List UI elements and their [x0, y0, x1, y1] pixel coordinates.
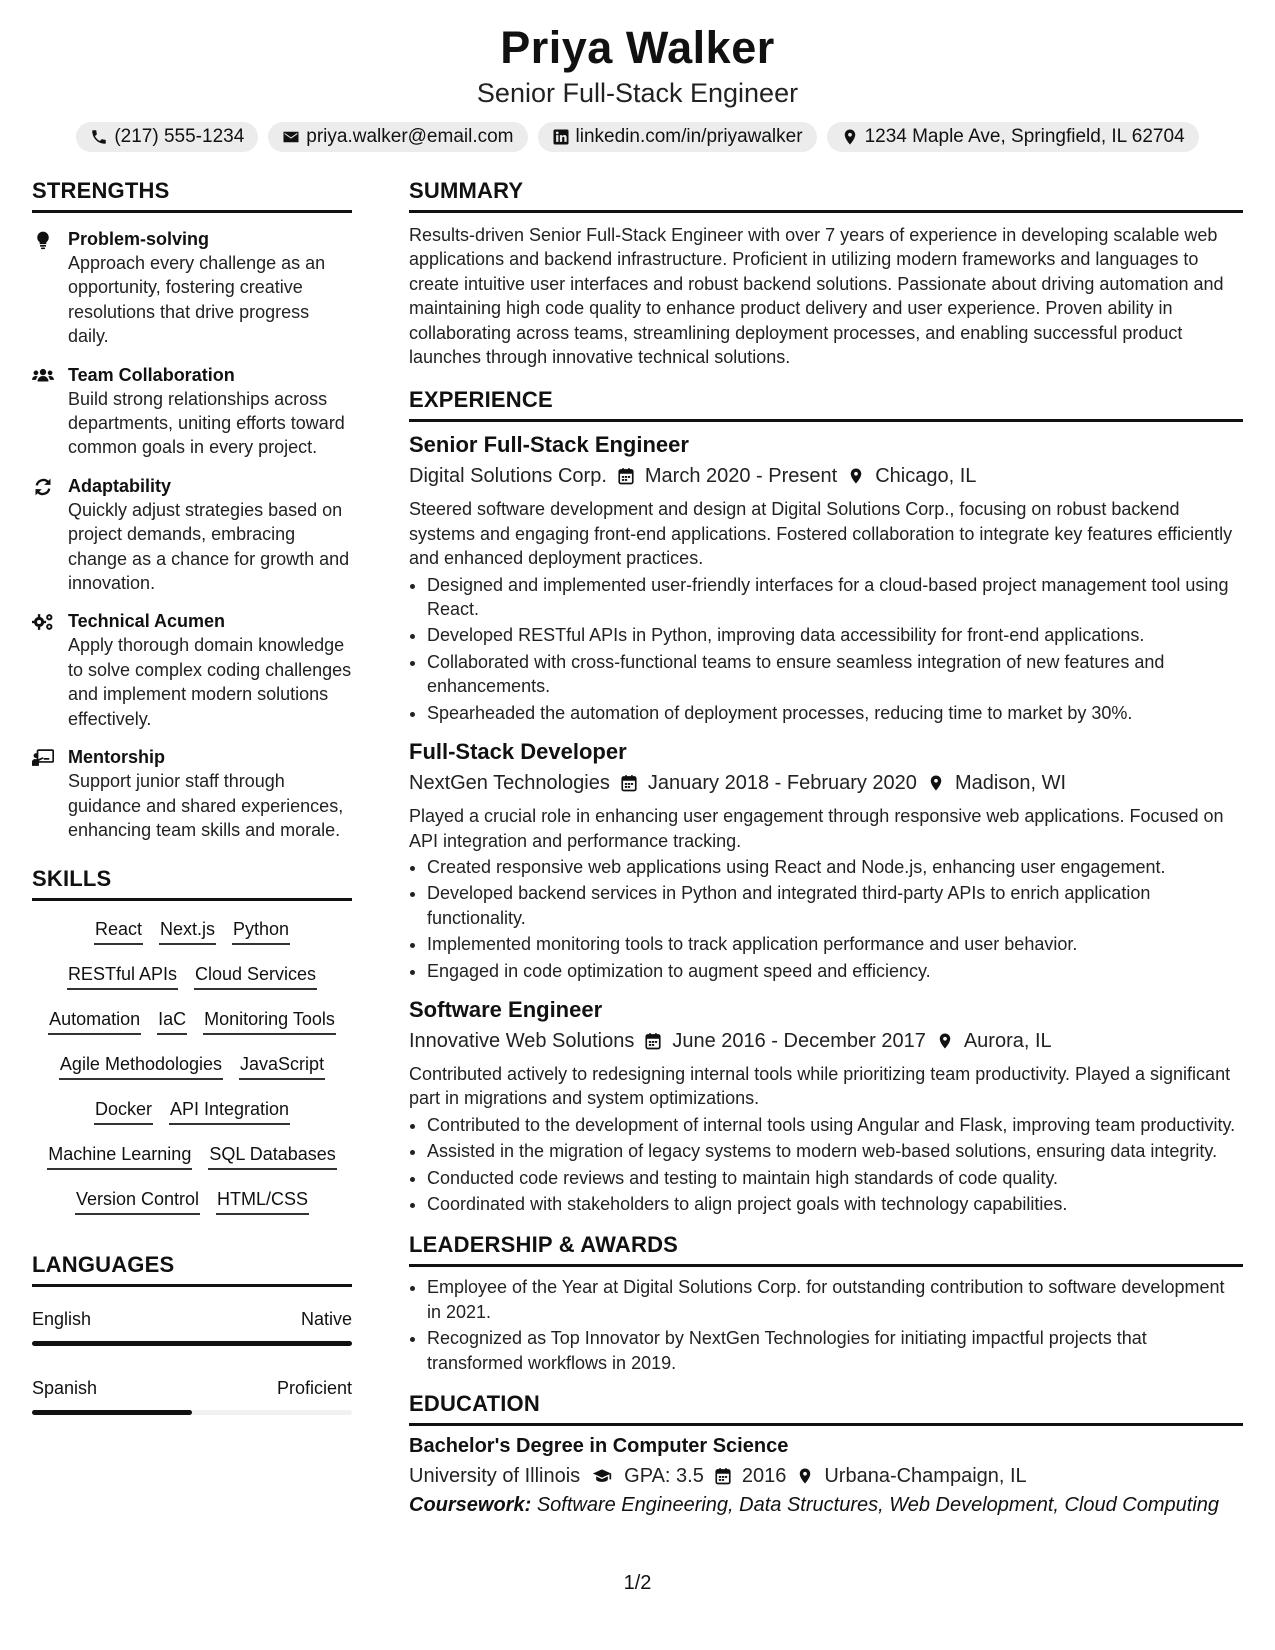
- job-bullet: • Engaged in code optimization to augment speed and efficiency.: [427, 959, 1243, 983]
- contact-bar: [0, 122, 1275, 152]
- contact-address-text: 1234 Maple Ave, Springfield, IL 62704: [864, 126, 1185, 147]
- strength-item: [32, 363, 352, 460]
- award-item: • Employee of the Year at Digital Solutions Corp. for outstanding contribution to software development in 2021.: [427, 1275, 1243, 1324]
- job-bullet: • Spearheaded the automation of deployment processes, reducing time to market by 30%.: [427, 701, 1243, 725]
- skill-tag: Docker: [94, 1095, 153, 1125]
- skill-tag: Cloud Services: [194, 960, 317, 990]
- language-level: Proficient: [276, 1378, 352, 1399]
- strength-title: Technical Acumen: [68, 611, 226, 632]
- education-gpa: GPA: 3.5: [624, 1465, 704, 1487]
- job-bullets: [409, 855, 1243, 983]
- contact-phone-text: (217) 555-1234: [114, 126, 245, 147]
- candidate-name: Priya Walker: [500, 22, 775, 73]
- skill-tag: HTML/CSS: [216, 1185, 309, 1215]
- calendar-icon: [617, 466, 635, 486]
- skill-tag: React: [94, 915, 143, 945]
- job-company: NextGen Technologies: [409, 772, 610, 795]
- skill-tag: Agile Methodologies: [59, 1050, 223, 1080]
- languages-list: [32, 1307, 352, 1415]
- strength-title: Problem-solving: [68, 229, 210, 249]
- contact-email-text: priya.walker@email.com: [306, 126, 514, 147]
- job-location: Madison, WI: [954, 772, 1067, 795]
- strength-item: [32, 474, 352, 596]
- teacher-icon: [32, 748, 54, 768]
- awards-list: [409, 1275, 1243, 1375]
- job-meta: [409, 461, 1243, 491]
- calendar-icon: [714, 1466, 732, 1486]
- job-description: Contributed actively to redesigning internal tools while prioritizing team productivity. Played a significant part in migrations and system optimizations.: [409, 1063, 1231, 1109]
- contact-address: [827, 122, 1199, 152]
- language-name: English: [32, 1309, 92, 1330]
- language-item: [32, 1376, 352, 1415]
- strength-desc: Apply thorough domain knowledge to solve complex coding challenges and implement modern solutions effectively.: [68, 635, 352, 729]
- strength-item: [32, 609, 352, 731]
- skill-tag: IaC: [157, 1005, 187, 1035]
- education-location: Urbana-Champaign, IL: [824, 1465, 1027, 1487]
- lightbulb-icon: [32, 230, 54, 250]
- skill-row: [32, 960, 352, 1005]
- strengths-list: [32, 227, 352, 842]
- skill-tag: RESTful APIs: [67, 960, 178, 990]
- location-icon: [927, 773, 945, 793]
- language-level-bar: [32, 1410, 352, 1415]
- contact-linkedin[interactable]: [538, 122, 817, 152]
- contact-phone[interactable]: [76, 122, 258, 152]
- strengths-heading: STRENGTHS: [32, 178, 352, 213]
- skill-tag: API Integration: [169, 1095, 290, 1125]
- skill-tag: SQL Databases: [208, 1140, 336, 1170]
- job-bullets: [409, 573, 1243, 725]
- summary-text: Results-driven Senior Full-Stack Engineer with over 7 years of experience in developing scalable web applications and backend infrastructure. Proficient in utilizing modern frameworks and languages to create intuitive user interfaces and robust backend solutions. Passionate about driving automation and maintaining high code quality to enhance product delivery and user experience. Proven ability in collaborating across teams, streamlining deployment processes, and enabling successful product launches through innovative technical solutions.: [409, 225, 1224, 368]
- candidate-title: Senior Full-Stack Engineer: [476, 78, 799, 108]
- skill-tag: Monitoring Tools: [203, 1005, 336, 1035]
- awards-heading: LEADERSHIP & AWARDS: [409, 1232, 1243, 1267]
- education-heading: EDUCATION: [409, 1391, 1243, 1426]
- education-meta: [409, 1461, 1243, 1491]
- strength-desc: Support junior staff through guidance and shared experiences, enhancing team skills and morale.: [68, 771, 344, 840]
- job-entry: [409, 430, 1243, 725]
- graduation-cap-icon: [590, 1466, 614, 1486]
- language-item: [32, 1307, 352, 1346]
- job-company: Digital Solutions Corp.: [409, 465, 607, 488]
- skill-tag: JavaScript: [239, 1050, 325, 1080]
- job-company: Innovative Web Solutions: [409, 1029, 635, 1052]
- right-column: [409, 178, 1243, 1519]
- job-location: Aurora, IL: [963, 1029, 1052, 1052]
- location-icon: [841, 128, 859, 146]
- skill-tag: Next.js: [159, 915, 216, 945]
- job-description: Steered software development and design at Digital Solutions Corp., focusing on robust backend systems and engaging front-end applications. Fostered collaboration to integrate key features efficiently and enhanced deployment practices.: [409, 499, 1233, 569]
- job-dates: January 2018 - February 2020: [647, 772, 917, 795]
- job-location: Chicago, IL: [875, 465, 977, 488]
- strength-item: [32, 745, 352, 842]
- language-level-bar: [32, 1341, 352, 1346]
- language-level-fill: [32, 1341, 352, 1346]
- job-bullets: [409, 1113, 1243, 1217]
- language-name: Spanish: [32, 1378, 98, 1399]
- experience-heading: EXPERIENCE: [409, 387, 1243, 422]
- education-entry: [409, 1432, 1243, 1519]
- job-meta: [409, 768, 1243, 798]
- job-bullet: • Coordinated with stakeholders to align project goals with technology capabilities.: [427, 1192, 1243, 1216]
- phone-icon: [90, 128, 108, 146]
- job-bullet: • Assisted in the migration of legacy systems to modern web-based solutions, ensuring data integrity.: [427, 1139, 1243, 1163]
- strength-desc: Quickly adjust strategies based on project demands, embracing change as a chance for growth and innovation.: [68, 499, 350, 594]
- skill-row: [32, 1095, 352, 1140]
- skill-tag: Automation: [48, 1005, 141, 1035]
- skill-row: [32, 1185, 352, 1230]
- award-item: • Recognized as Top Innovator by NextGen Technologies for initiating impactful projects that transformed workflows in 2019.: [427, 1326, 1243, 1375]
- skills-list: [32, 915, 352, 1230]
- skill-row: [32, 1050, 352, 1095]
- page-number: 1/2: [623, 1572, 652, 1594]
- languages-heading: LANGUAGES: [32, 1252, 352, 1287]
- education-degree: Bachelor's Degree in Computer Science: [409, 1435, 789, 1457]
- strength-title: Adaptability: [68, 475, 172, 496]
- education-school: University of Illinois: [409, 1465, 581, 1487]
- job-description: Played a crucial role in enhancing user engagement through responsive web applications. Focused on API integration and performance tracking.: [409, 806, 1224, 851]
- skill-row: [32, 1005, 352, 1050]
- skill-tag: Python: [232, 915, 290, 945]
- job-bullet: • Contributed to the development of internal tools using Angular and Flask, improving team productivity.: [427, 1113, 1243, 1137]
- strength-desc: Approach every challenge as an opportunity, fostering creative resolutions that drive progress daily.: [68, 253, 326, 347]
- job-bullet: • Developed backend services in Python and integrated third-party APIs to enrich application functionality.: [427, 881, 1243, 930]
- job-entry: [409, 737, 1243, 983]
- job-dates: June 2016 - December 2017: [672, 1029, 926, 1052]
- skill-row: [32, 1140, 352, 1185]
- job-title: Software Engineer: [409, 996, 603, 1022]
- job-bullet: • Designed and implemented user-friendly interfaces for a cloud-based project management tool using React.: [427, 573, 1243, 622]
- linkedin-icon: [552, 128, 570, 146]
- location-icon: [936, 1031, 954, 1051]
- email-icon: [282, 128, 300, 146]
- gears-icon: [32, 612, 54, 632]
- job-bullet: • Created responsive web applications using React and Node.js, enhancing user engagement.: [427, 855, 1243, 879]
- coursework-list: Software Engineering, Data Structures, Web Development, Cloud Computing: [536, 1494, 1220, 1516]
- job-bullet: • Collaborated with cross-functional teams to ensure seamless integration of new features and enhancements.: [427, 650, 1243, 699]
- resume-header: [0, 20, 1275, 152]
- strength-title: Mentorship: [68, 747, 165, 768]
- job-title: Full-Stack Developer: [409, 739, 627, 765]
- summary-heading: SUMMARY: [409, 178, 1243, 213]
- job-meta: [409, 1026, 1243, 1056]
- skills-heading: SKILLS: [32, 866, 352, 901]
- calendar-icon: [644, 1031, 662, 1051]
- skill-row: [32, 915, 352, 960]
- contact-email[interactable]: [268, 122, 527, 152]
- education-year: 2016: [741, 1465, 787, 1487]
- strength-item: [32, 227, 352, 349]
- job-title: Senior Full-Stack Engineer: [409, 432, 689, 458]
- language-level: Native: [300, 1309, 352, 1330]
- calendar-icon: [620, 773, 638, 793]
- strength-desc: Build strong relationships across departments, uniting efforts toward common goals in every project.: [68, 388, 345, 458]
- job-dates: March 2020 - Present: [644, 465, 838, 488]
- skill-tag: Version Control: [75, 1185, 200, 1215]
- language-level-fill: [32, 1410, 192, 1415]
- strength-title: Team Collaboration: [68, 364, 235, 385]
- coursework-label: Coursework:: [409, 1494, 532, 1516]
- skill-tag: Machine Learning: [47, 1140, 192, 1170]
- location-icon: [796, 1466, 814, 1486]
- users-icon: [32, 366, 54, 386]
- job-bullet: • Implemented monitoring tools to track application performance and user behavior.: [427, 932, 1243, 956]
- education-coursework: [409, 1491, 1243, 1519]
- sync-icon: [32, 477, 54, 497]
- location-icon: [847, 466, 865, 486]
- job-entry: [409, 995, 1243, 1216]
- job-bullet: • Developed RESTful APIs in Python, improving data accessibility for front-end applications.: [427, 623, 1243, 647]
- contact-linkedin-text: linkedin.com/in/priyawalker: [575, 126, 803, 147]
- job-bullet: • Conducted code reviews and testing to maintain high standards of code quality.: [427, 1166, 1243, 1190]
- left-column: [32, 178, 352, 1445]
